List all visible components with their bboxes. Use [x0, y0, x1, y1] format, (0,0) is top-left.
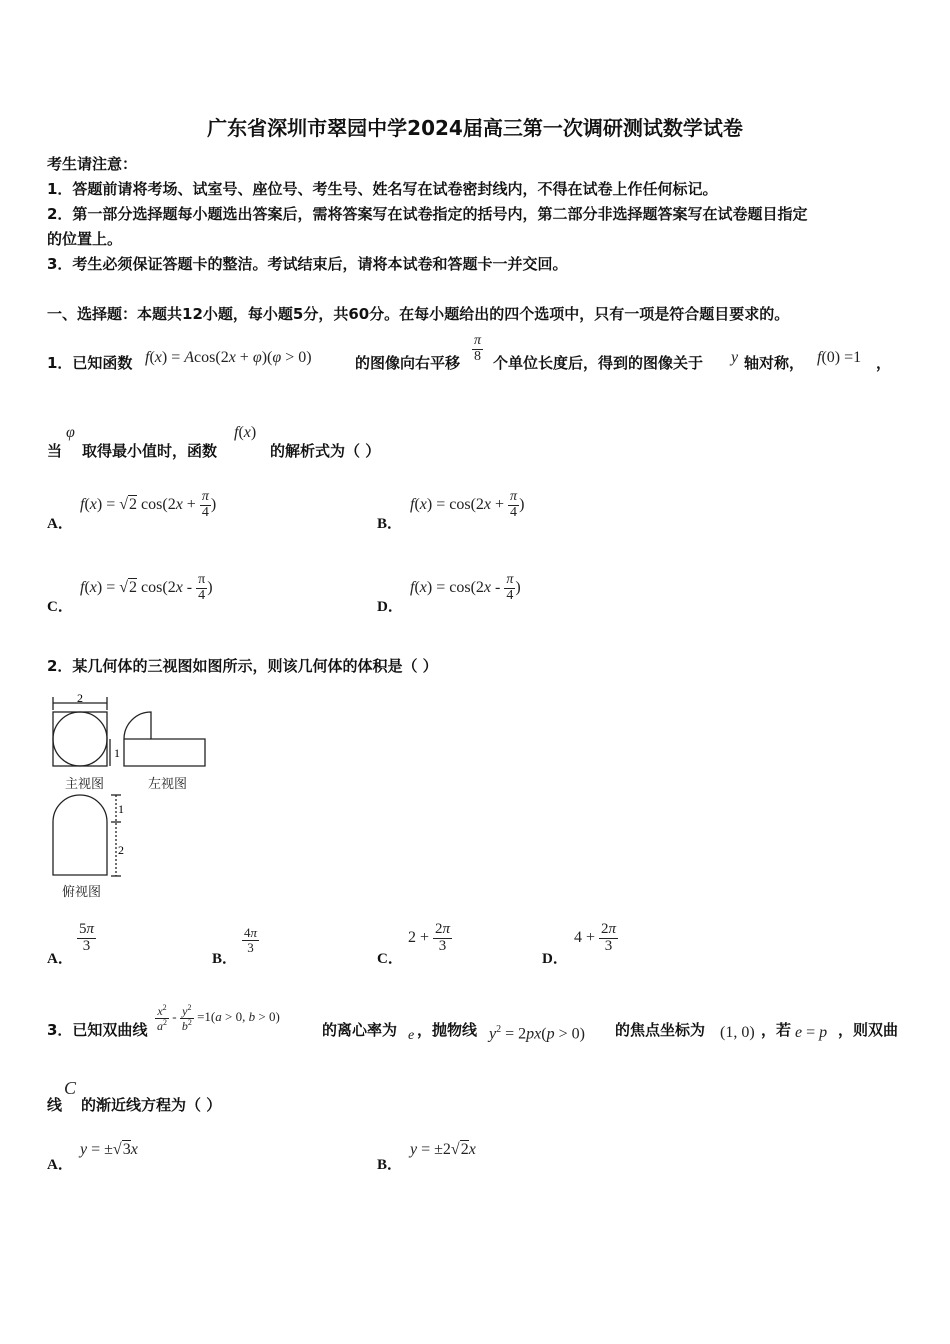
- q1-text-3: 个单位长度后，得到的图像关于: [493, 354, 704, 372]
- q1-option-b-label: B．: [377, 516, 403, 532]
- q1-y: y: [731, 349, 739, 366]
- q3-e-eq-p: e = p: [795, 1024, 828, 1041]
- front-view-circle: [53, 712, 107, 766]
- q1-text-7: 取得最小值时，函数: [82, 442, 218, 460]
- q1-option-c-label: C．: [47, 599, 73, 615]
- q1-option-c: f(x) = √2 cos(2x - $\frac{\pi}{4}$ ): [80, 572, 213, 603]
- q1-option-d-label: D．: [377, 599, 403, 615]
- q1-text-5: ，: [876, 354, 892, 372]
- q2-option-d-label: D．: [542, 951, 568, 967]
- q3-c: C: [64, 1078, 77, 1098]
- q3-text-8: 的渐近线方程为（ ）: [81, 1096, 222, 1114]
- notice-item-2: 2．第一部分选择题每小题选出答案后，需将答案写在试卷指定的括号内，第二部分非选择题答案写在试卷题目指定: [47, 205, 808, 223]
- q1-formula-f: f(x) = Acos(2x + φ)(φ > 0): [145, 349, 312, 366]
- q3-text-4: 的焦点坐标为: [615, 1021, 706, 1039]
- q1-text-8: 的解析式为（ ）: [270, 442, 381, 460]
- label-top-view: 俯视图: [62, 885, 102, 900]
- q3-option-a-label: A．: [47, 1157, 73, 1173]
- q1-text-2: 的图像向右平移: [355, 354, 461, 372]
- q3-option-b: y = ±2√2x: [410, 1141, 476, 1158]
- q2-option-a: $\frac{5\pi}{3}$: [79, 921, 95, 954]
- section-heading: 一、选择题：本题共12小题，每小题5分，共60分。在每小题给出的四个选项中，只有一项是符合题目要求的。: [47, 305, 790, 323]
- dim-label-side-2: 2: [118, 843, 124, 857]
- dim-label-side-1: 1: [118, 802, 124, 816]
- notice-item-1: 1．答题前请将考场、试室号、座位号、考生号、姓名写在试卷密封线内，不得在试卷上作任何标记。: [47, 180, 718, 198]
- q1-option-a: f(x) = √2 cos(2x + $\frac{\pi}{4}$ ): [80, 489, 217, 520]
- q3-e: e: [408, 1028, 415, 1043]
- q2-option-d: 4 + $\frac{2\pi}{3}$: [574, 921, 617, 954]
- q3-text-1: 3．已知双曲线: [47, 1021, 148, 1039]
- label-left-view: 左视图: [148, 777, 188, 792]
- dim-label-radius: 1: [114, 746, 120, 760]
- q2-option-a-label: A．: [47, 951, 73, 967]
- q1-f0: f(0) =1: [817, 349, 862, 366]
- q3-hyperbola: $\frac{x^2}{a^2}$ - $\frac{y^2}{b^2}$ =1(a > 0, b > 0): [157, 1003, 280, 1033]
- notice-item-2-cont: 的位置上。: [47, 230, 123, 248]
- q3-text-6: ，则双曲: [838, 1021, 899, 1039]
- q1-text-1: 1．已知函数: [47, 354, 133, 372]
- q3-text-7: 线: [47, 1096, 63, 1114]
- page-title: 广东省深圳市翠园中学2024届高三第一次调研测试数学试卷: [207, 116, 743, 140]
- q3-parabola: $y^2 = 2px(p > 0)$: [489, 1024, 585, 1043]
- top-view-shape: [53, 795, 107, 875]
- notice-heading: 考生请注意：: [47, 155, 138, 173]
- dim-label-top: 2: [77, 691, 83, 705]
- q1-option-b: f(x) = cos(2x + $\frac{\pi}{4}$ ): [410, 489, 525, 520]
- q1-option-d: f(x) = cos(2x - $\frac{\pi}{4}$ ): [410, 572, 521, 603]
- q1-fx: f(x): [234, 424, 257, 441]
- q3-text-2: 的离心率为: [322, 1021, 398, 1039]
- q2-option-c-label: C．: [377, 951, 403, 967]
- q1-text-4: 轴对称，: [744, 354, 805, 372]
- q2-option-b: $\frac{4\pi}{3}$: [244, 925, 258, 955]
- notice-item-3: 3．考生必须保证答题卡的整洁。考试结束后，请将本试卷和答题卡一并交回。: [47, 255, 568, 273]
- q1-text-6: 当: [47, 442, 63, 460]
- q2-text: 2．某几何体的三视图如图所示，则该几何体的体积是（ ）: [47, 657, 438, 675]
- q1-option-a-label: A．: [47, 516, 73, 532]
- q3-focus: (1, 0): [720, 1024, 755, 1041]
- q3-option-a: y = ±√3x: [80, 1141, 138, 1158]
- q1-phi: φ: [66, 424, 75, 441]
- q3-text-5: ，若: [761, 1021, 792, 1039]
- q1-pi-over-8: $\frac{\pi}{8}$: [474, 333, 482, 364]
- q3-option-b-label: B．: [377, 1157, 403, 1173]
- q3-text-3: ，抛物线: [417, 1021, 478, 1039]
- label-front-view: 主视图: [65, 777, 105, 792]
- three-view-figure: [44, 690, 224, 900]
- q2-option-b-label: B．: [212, 951, 238, 967]
- q2-option-c: 2 + $\frac{2\pi}{3}$: [408, 921, 451, 954]
